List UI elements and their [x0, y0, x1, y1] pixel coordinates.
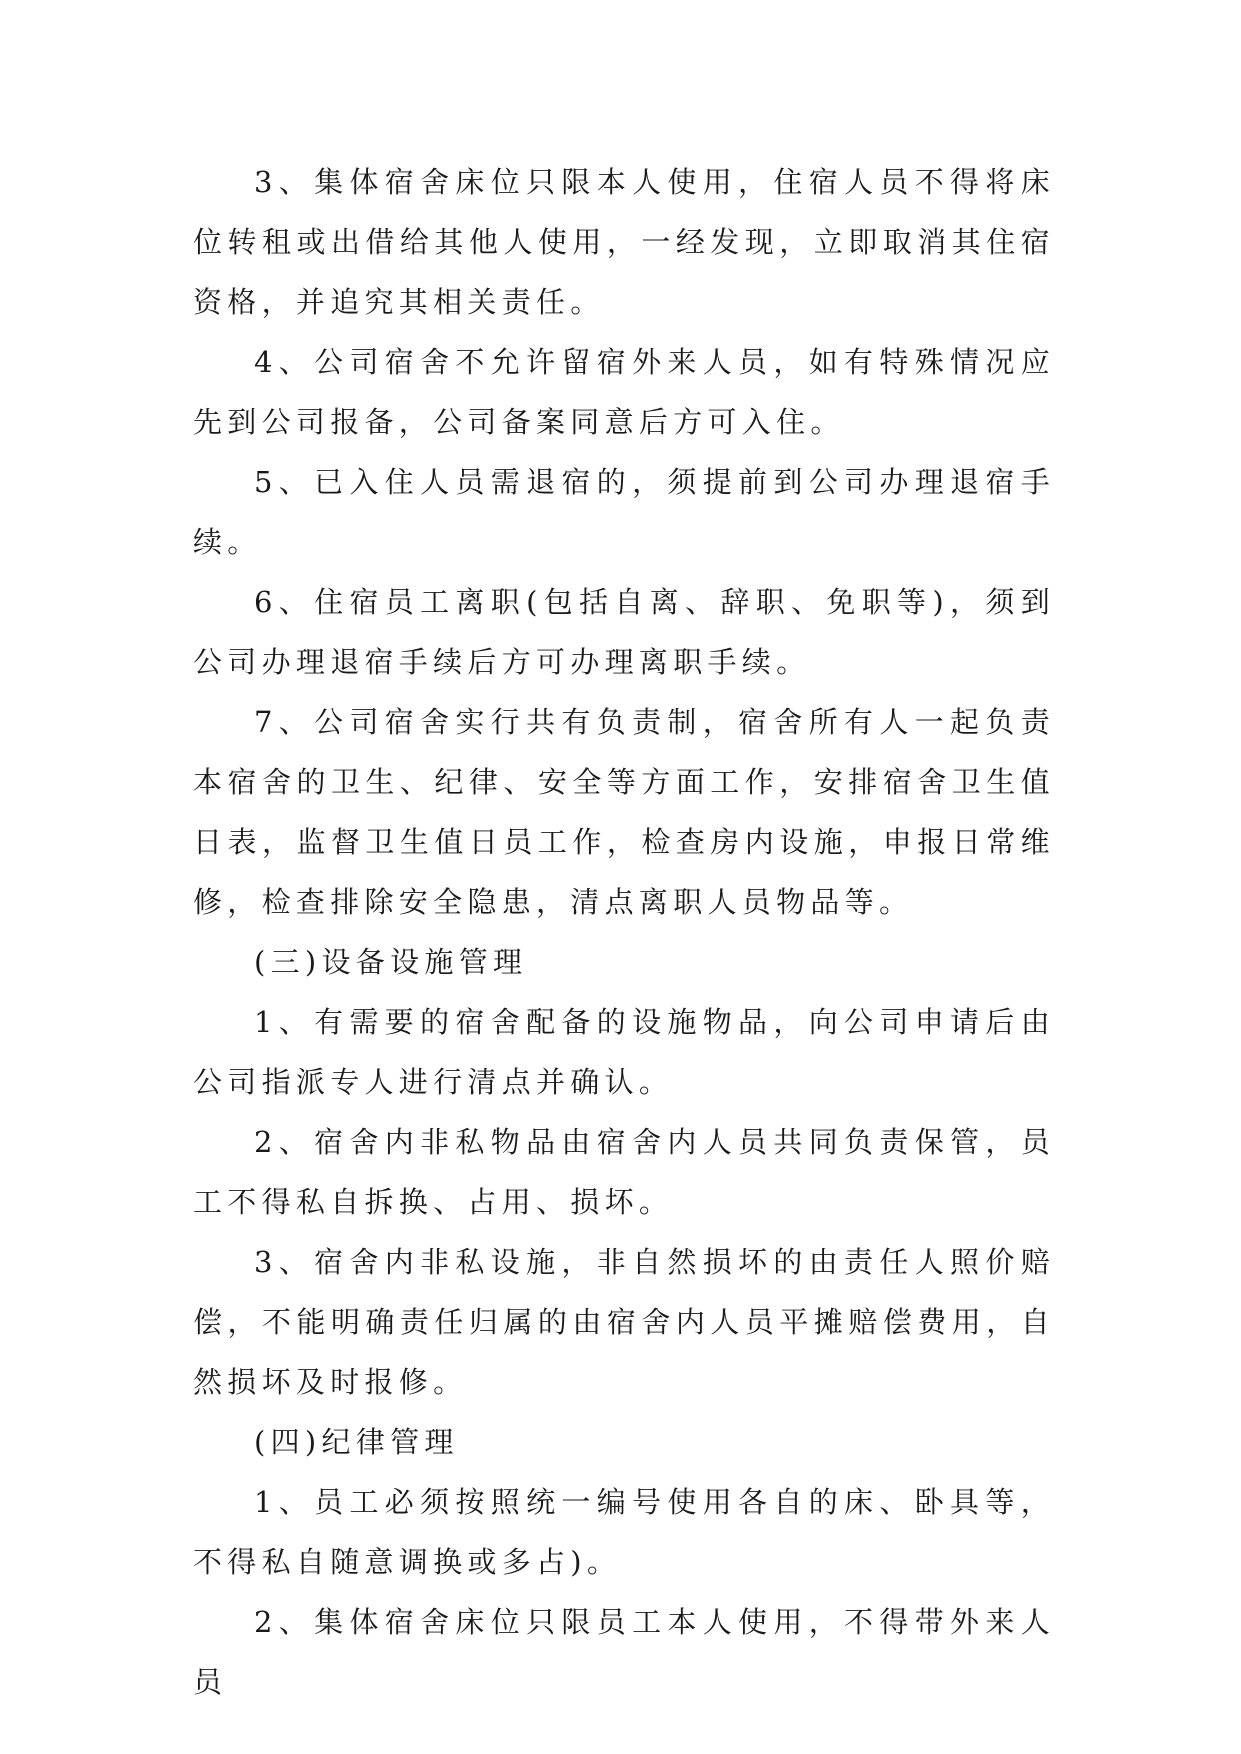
paragraph-facilities-3: 3、宿舍内非私设施，非自然损坏的由责任人照价赔偿，不能明确责任归属的由宿舍内人员平摊赔偿费用，自然损坏及时报修。	[193, 1245, 1055, 1399]
paragraph-discipline-2: 2、集体宿舍床位只限员工本人使用，不得带外来人员	[193, 1605, 1055, 1699]
paragraph-rule-6-resignation: 6、住宿员工离职(包括自离、辞职、免职等)，须到公司办理退宿手续后方可办理离职手续。	[193, 585, 1055, 679]
paragraph-discipline-1: 1、员工必须按照统一编号使用各自的床、卧具等，不得私自随意调换或多占)。	[193, 1485, 1055, 1579]
section-heading-discipline: (四)纪律管理	[254, 1425, 459, 1459]
paragraph-rule-5-checkout: 5、已入住人员需退宿的，须提前到公司办理退宿手续。	[193, 465, 1055, 559]
paragraph-rule-7-shared-responsibility: 7、公司宿舍实行共有负责制，宿舍所有人一起负责本宿舍的卫生、纪律、安全等方面工作，安排宿舍卫生值日表，监督卫生值日员工作，检查房内设施，申报日常维修，检查排除安全隐患，清点离职人员物品等。	[193, 705, 1055, 919]
paragraph-facilities-2: 2、宿舍内非私物品由宿舍内人员共同负责保管，员工不得私自拆换、占用、损坏。	[193, 1125, 1055, 1219]
section-heading-facilities: (三)设备设施管理	[254, 945, 528, 979]
paragraph-rule-4-no-outsiders: 4、公司宿舍不允许留宿外来人员，如有特殊情况应先到公司报备，公司备案同意后方可入住。	[193, 345, 1055, 439]
paragraph-facilities-1: 1、有需要的宿舍配备的设施物品，向公司申请后由公司指派专人进行清点并确认。	[193, 1005, 1055, 1099]
paragraph-rule-3-bed-use: 3、集体宿舍床位只限本人使用，住宿人员不得将床位转租或出借给其他人使用，一经发现，立即取消其住宿资格，并追究其相关责任。	[193, 165, 1055, 319]
document-page	[193, 152, 1055, 1712]
